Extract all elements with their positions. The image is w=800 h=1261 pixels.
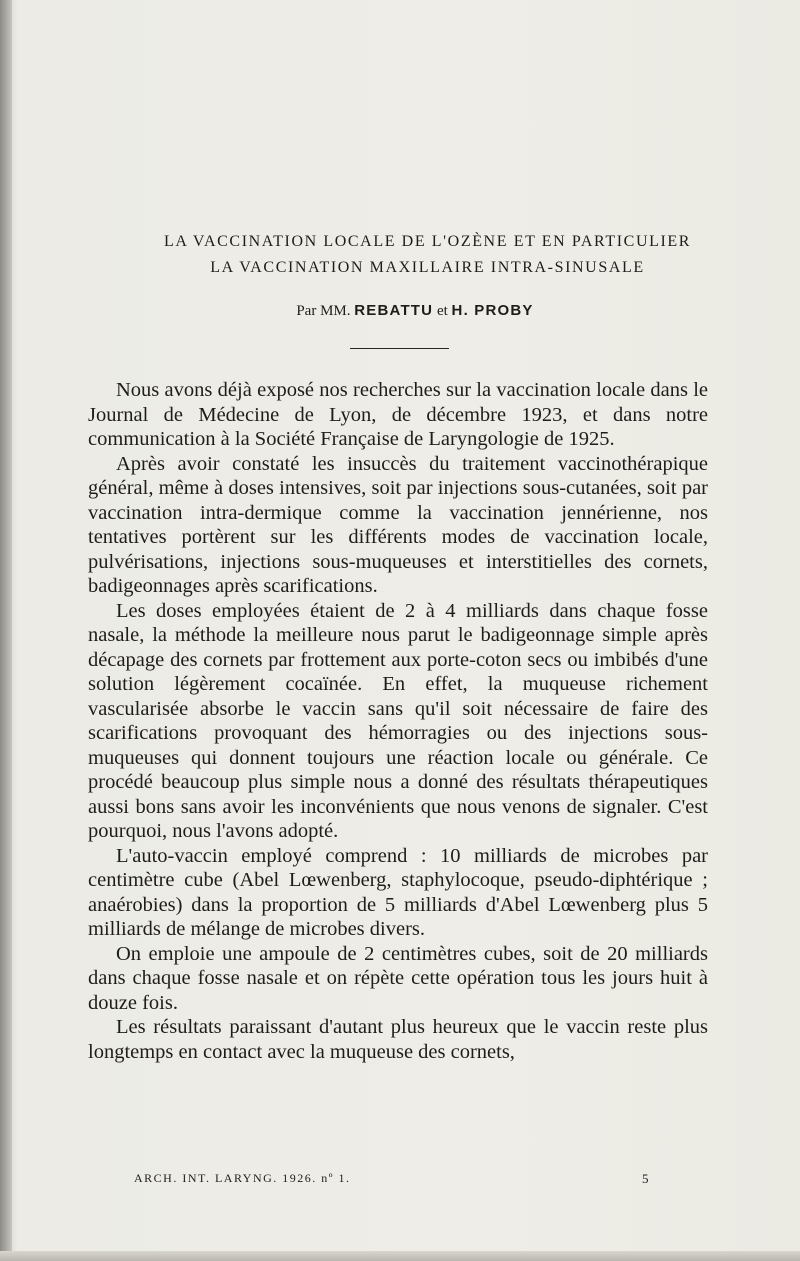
paragraph-5: On emploie une ampoule de 2 centimètres cubes, soit de 20 milliards dans chaque fosse nasale et on répète cette opération tous les jours huit à douze fois.: [88, 942, 708, 1014]
page-binding-shadow: [0, 0, 12, 1261]
article-body: [88, 378, 708, 1064]
article-title: [80, 229, 775, 281]
paragraph-6: Les résultats paraissant d'autant plus heureux que le vaccin reste plus longtemps en contact avec la muqueuse des cornets,: [88, 1016, 708, 1063]
author-proby: H. PROBY: [451, 302, 534, 319]
page-number: 5: [642, 1171, 649, 1186]
paragraph-4: L'auto-vaccin employé comprend : 10 milliards de microbes par centimètre cube (Abel Lœwenberg, staphylocoque, pseudo-diphtérique ; anaérobies) dans la proportion de 5 milliards d'Abel Lœwenberg plus 5 milliards de mélange de microbes divers.: [88, 844, 708, 940]
title-line-2: LA VACCINATION MAXILLAIRE INTRA-SINUSALE: [210, 259, 645, 276]
byline: [80, 302, 750, 320]
title-divider: [350, 348, 449, 349]
byline-prefix: Par MM.: [296, 303, 351, 319]
title-line-1: LA VACCINATION LOCALE DE L'OZÈNE ET EN PARTICULIER: [163, 233, 692, 250]
byline-conjunction: et: [436, 303, 448, 319]
paragraph-1: Nous avons déjà exposé nos recherches sur la vaccination locale dans le Journal de Médecine de Lyon, de décembre 1923, et dans notre communication à la Société Française de Laryngologie de 1925.: [88, 379, 708, 450]
paragraph-3: Les doses employées étaient de 2 à 4 milliards dans chaque fosse nasale, la méthode la meilleure nous parut le badigeonnage simple après décapage des cornets par frottement aux porte-coton secs ou imbibés d'une solution légèrement cocaïnée. En effet, la muqueuse richement vascularisée absorbe le vaccin sans qu'il soit nécessaire de faire des scarifications provoquant des hémorragies ou des injections sous-muqueuses qui donnent toujours une réaction locale ou générale. Ce procédé beaucoup plus simple nous a donné des résultats thérapeutiques aussi bons sans avoir les inconvénients que nous venons de signaler. C'est pourquoi, nous l'avons adopté.: [88, 599, 708, 842]
author-rebattu: REBATTU: [354, 302, 434, 319]
journal-footer: ARCH. INT. LARYNG. 1926. nº 1.: [134, 1171, 351, 1185]
page-bottom-edge: [0, 1251, 800, 1261]
paragraph-2: Après avoir constaté les insuccès du traitement vaccinothérapique général, même à doses intensives, soit par injections sous-cutanées, soit par vaccination intra-dermique comme la vaccination jennérienne, nos tentatives portèrent sur les différents modes de vaccination locale, pulvérisations, injections sous-muqueuses et interstitielles des cornets, badigeonnages après scarifications.: [88, 452, 708, 597]
